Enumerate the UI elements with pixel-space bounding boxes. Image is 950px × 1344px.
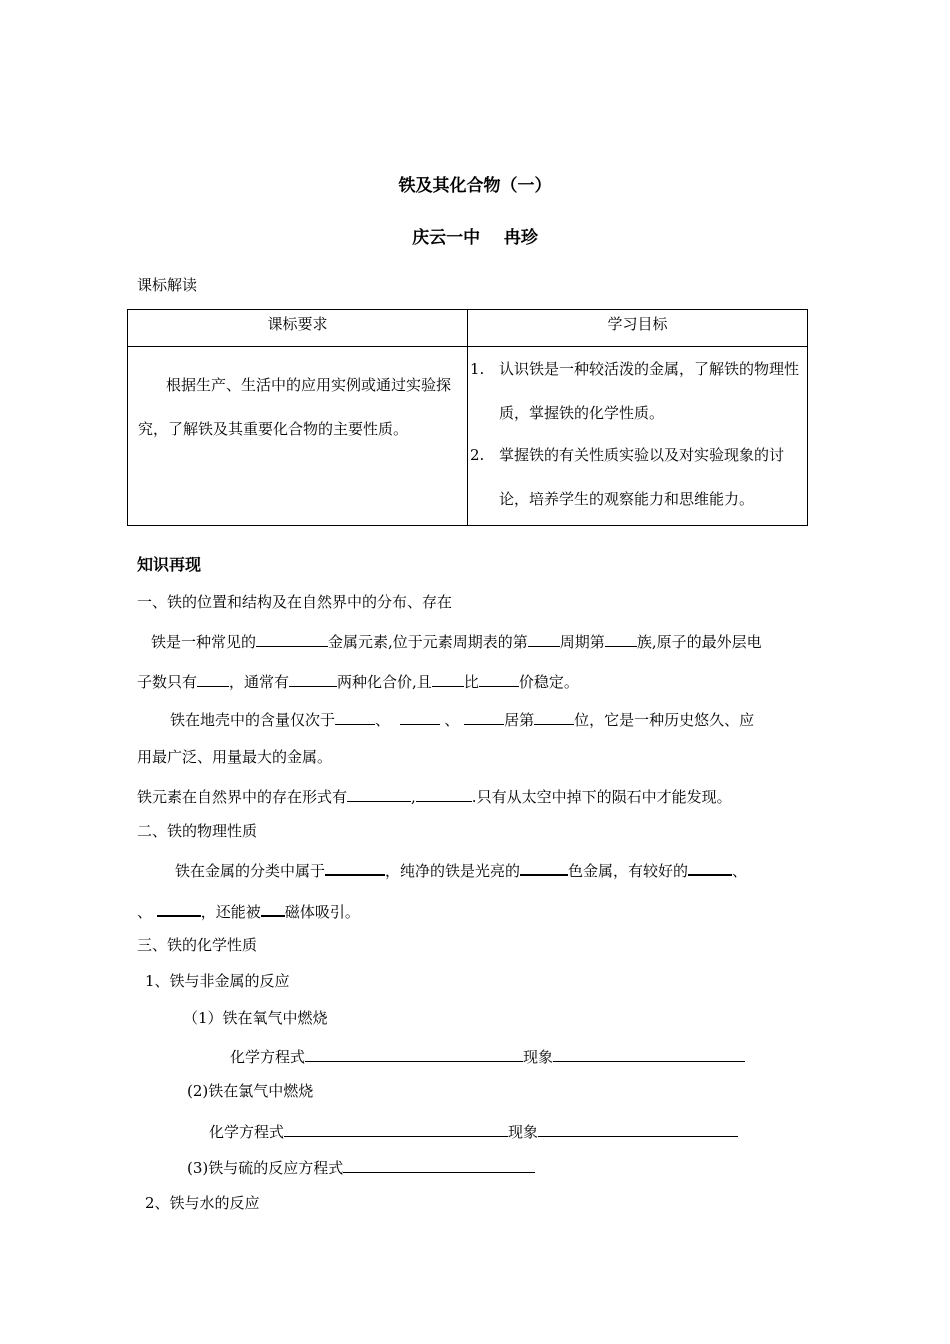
s1-line-4: 用最广泛、用量最大的金属。 bbox=[137, 748, 333, 766]
goal-text: 认识铁是一种较活泼的金属，了解铁的物理性质，掌握铁的化学性质。 bbox=[499, 360, 800, 422]
phenomenon-blank[interactable] bbox=[553, 1047, 745, 1062]
goal-number: 2. bbox=[470, 446, 485, 464]
s1-line-5: 铁元素在自然界中的存在形式有 , .只有从太空中掉下的陨石中才能发现。 bbox=[137, 788, 732, 806]
goal-number: 1. bbox=[470, 360, 485, 378]
section-3-heading: 三、铁的化学性质 bbox=[137, 936, 258, 954]
requirement-cell bbox=[128, 347, 468, 526]
s1-line-1: 铁是一种常见的 金属元素,位于元素周期表的第 周期第 族,原子的最外层电 bbox=[151, 633, 762, 651]
equation-blank[interactable] bbox=[305, 1047, 523, 1062]
fill-blank[interactable] bbox=[605, 632, 637, 647]
fill-blank[interactable] bbox=[479, 672, 519, 687]
s1-line-2: 子数只有 ，通常有 两种化合价,且 比 价稳定。 bbox=[137, 673, 579, 691]
fill-blank[interactable] bbox=[416, 787, 472, 802]
knowledge-heading: 知识再现 bbox=[137, 555, 202, 574]
equation-blank[interactable] bbox=[284, 1122, 508, 1137]
s2-line-2: 、 ，还能被 磁体吸引。 bbox=[137, 903, 360, 921]
table-header-requirement: 课标要求 bbox=[128, 310, 468, 347]
fill-blank[interactable] bbox=[256, 632, 328, 647]
phenomenon-blank[interactable] bbox=[538, 1122, 738, 1137]
fill-blank[interactable] bbox=[534, 710, 574, 725]
fill-blank[interactable] bbox=[347, 787, 411, 802]
reaction-1-fields: 化学方程式 现象 bbox=[230, 1047, 745, 1065]
fill-blank[interactable] bbox=[520, 860, 568, 876]
requirement-text: 根据生产、生活中的应用实例或通过实验探究，了解铁及其重要化合物的主要性质。 bbox=[138, 376, 452, 438]
s3-sub-1: 1、铁与非金属的反应 bbox=[145, 972, 290, 990]
reaction-3-line: (3)铁与硫的反应方程式 bbox=[187, 1158, 535, 1176]
s2-line-1: 铁在金属的分类中属于 ，纯净的铁是光亮的 色金属，有较好的 、 bbox=[175, 862, 748, 880]
page-title: 铁及其化合物（一） bbox=[398, 176, 552, 196]
goal-item bbox=[470, 433, 805, 521]
fill-blank[interactable] bbox=[261, 901, 285, 917]
fill-blank[interactable] bbox=[688, 860, 732, 876]
fill-blank[interactable] bbox=[464, 710, 504, 725]
section-2-heading: 二、铁的物理性质 bbox=[137, 822, 258, 840]
reaction-1-label: （1）铁在氧气中燃烧 bbox=[183, 1009, 328, 1027]
table-header-goals: 学习目标 bbox=[468, 310, 808, 347]
fill-blank[interactable] bbox=[289, 672, 337, 687]
goal-item bbox=[470, 347, 805, 435]
s1-line-3: 铁在地壳中的含量仅次于 、 、 居第 位，它是一种历史悠久、应 bbox=[170, 711, 755, 729]
fill-blank[interactable] bbox=[157, 901, 201, 917]
fill-blank[interactable] bbox=[197, 672, 229, 687]
author-line: 庆云一中 冉珍 bbox=[412, 228, 538, 248]
equation-blank[interactable] bbox=[343, 1158, 535, 1173]
reaction-2-fields: 化学方程式 现象 bbox=[209, 1122, 738, 1140]
section-label: 课标解读 bbox=[137, 276, 198, 294]
fill-blank[interactable] bbox=[400, 710, 440, 725]
curriculum-table bbox=[127, 309, 808, 526]
fill-blank[interactable] bbox=[432, 672, 464, 687]
goal-text: 掌握铁的有关性质实验以及对实验现象的讨论，培养学生的观察能力和思维能力。 bbox=[499, 446, 785, 508]
fill-blank[interactable] bbox=[325, 860, 385, 876]
fill-blank[interactable] bbox=[528, 632, 560, 647]
reaction-2-label: (2)铁在氯气中燃烧 bbox=[187, 1082, 314, 1100]
s3-sub-2: 2、铁与水的反应 bbox=[145, 1194, 260, 1212]
section-1-heading: 一、铁的位置和结构及在自然界中的分布、存在 bbox=[137, 593, 453, 611]
goals-cell bbox=[468, 347, 808, 526]
fill-blank[interactable] bbox=[335, 710, 375, 725]
